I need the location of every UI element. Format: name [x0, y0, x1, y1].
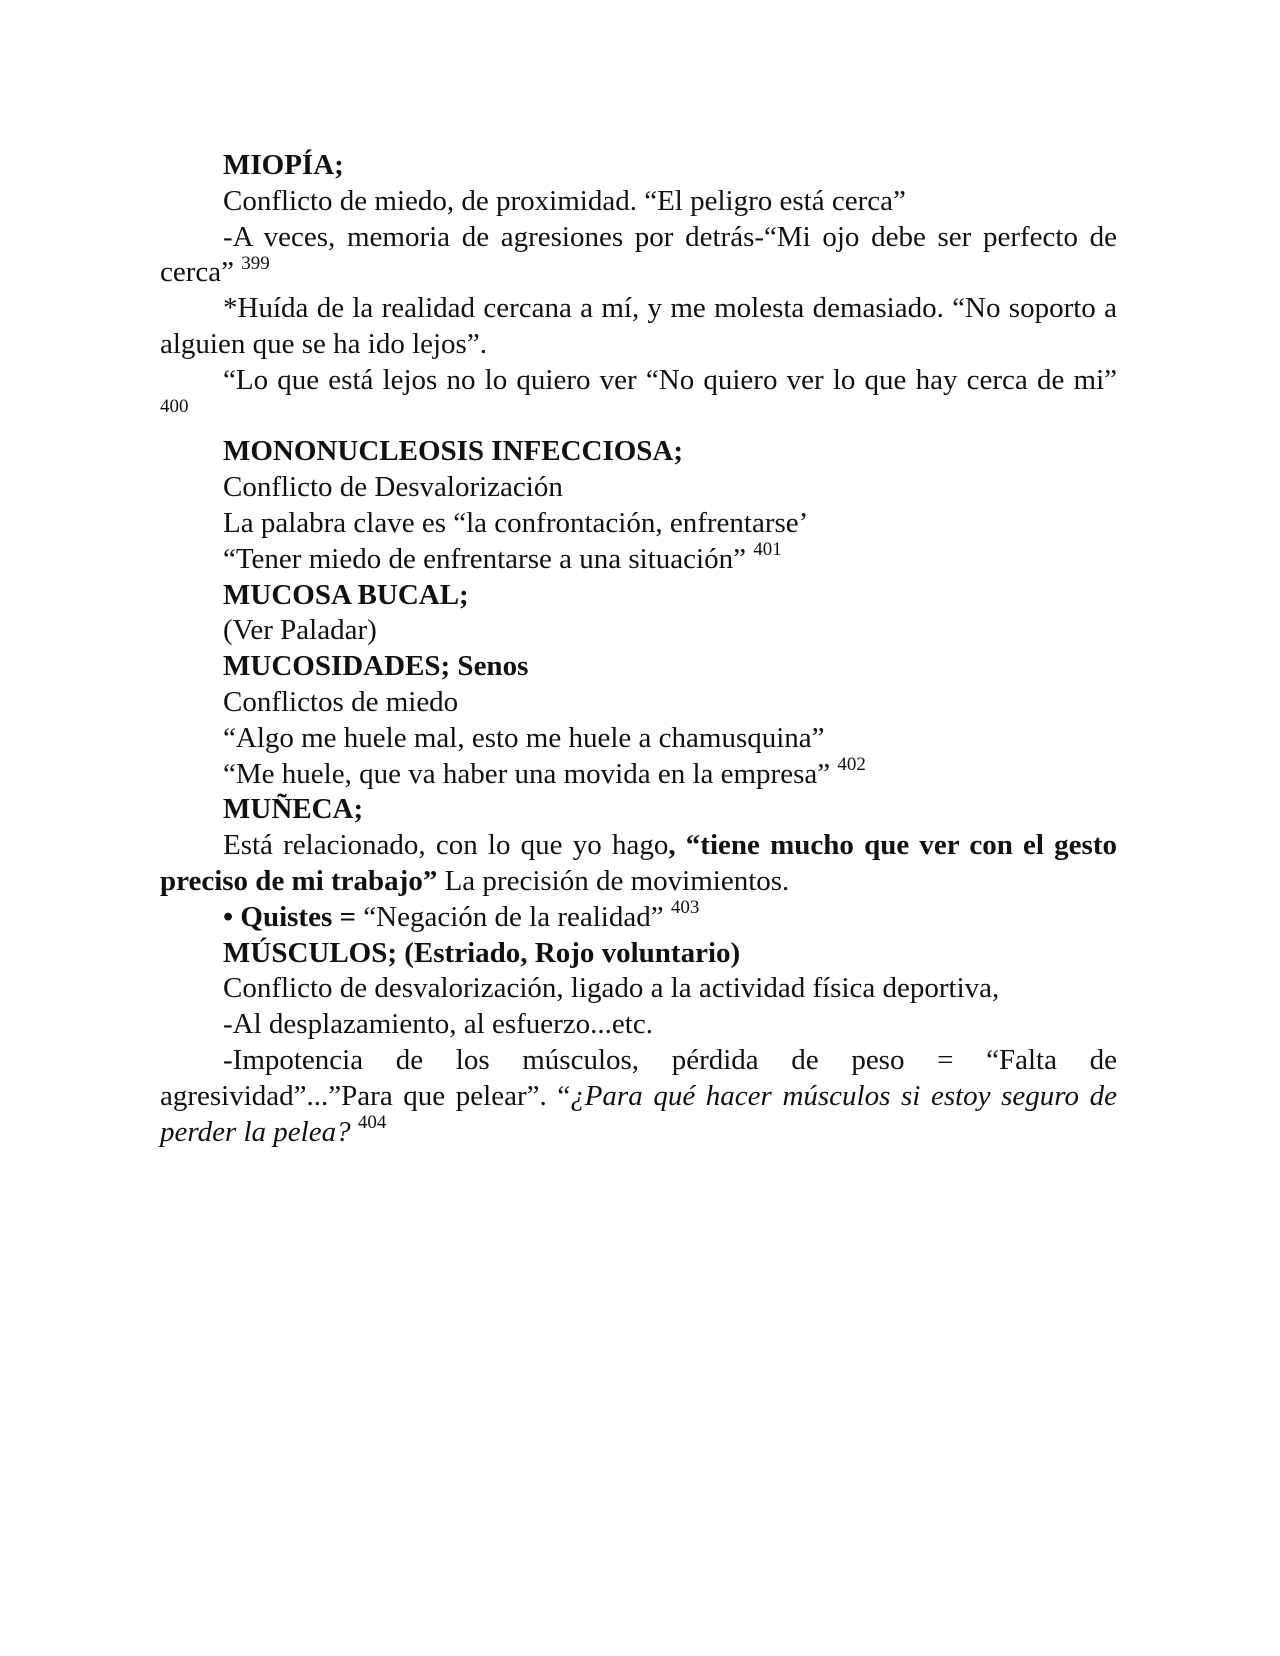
miopia-line-3: *Huída de la realidad cercana a mí, y me molesta demasiado. “No soporto a alguien que se ha ido lejos”. [160, 292, 1117, 360]
footnote-ref-399: 399 [241, 252, 270, 274]
musculos-line-3-italic: ¿Para qué hacer músculos si estoy seguro de perder la pelea? [160, 1079, 1117, 1148]
heading-mucosidades: MUCOSIDADES; Senos [223, 650, 529, 683]
quistes-bullet [160, 897, 1117, 936]
quistes-text: “Negación de la realidad” [356, 900, 664, 933]
musculos-line-1: Conflicto de desvalorización, ligado a la actividad física deportiva, [223, 972, 1000, 1005]
mucosidades-line-1: Conflictos de miedo [223, 685, 459, 718]
mucosidades-line-2: “Algo me huele mal, esto me huele a chamusquina” [223, 721, 825, 754]
mucosidades-line-3-text: “Me huele, que va haber una movida en la empresa” [223, 757, 831, 790]
muneca-text-bold: , “tiene mucho que ver con el gesto preciso de mi trabajo” [160, 829, 1117, 897]
miopia-line-4 [160, 363, 1117, 435]
document-page [160, 148, 1117, 1150]
muneca-text-a: Está relacionado, con lo que yo hago [223, 829, 669, 862]
musculos-line-3-text: -Impotencia de los músculos, pérdida de peso = “Falta de agresividad”...”Para que pelear”. “ [160, 1043, 1117, 1112]
miopia-line-1: Conflicto de miedo, de proximidad. “El peligro está cerca” [223, 184, 906, 217]
footnote-ref-403: 403 [670, 897, 700, 919]
footnote-ref-404: 404 [357, 1111, 387, 1133]
musculos-line-2: -Al desplazamiento, al esfuerzo...etc. [223, 1008, 653, 1041]
mononucleosis-line-3 [160, 539, 1117, 578]
miopia-line-4-text: “Lo que está lejos no lo quiero ver “No quiero ver lo que hay cerca de mi” [223, 363, 1117, 396]
heading-muneca: MUÑECA; [223, 793, 364, 826]
heading-mucosa-bucal: MUCOSA BUCAL; [223, 578, 469, 611]
footnote-ref-400: 400 [160, 395, 189, 417]
muneca-text-b: La precisión de movimientos. [437, 864, 790, 897]
mononucleosis-line-2: La palabra clave es “la confrontación, enfrentarse’ [223, 506, 809, 539]
footnote-ref-401: 401 [753, 539, 782, 561]
heading-miopia: MIOPÍA; [223, 149, 344, 181]
miopia-line-2-text: -A veces, memoria de agresiones por detrás-“Mi ojo debe ser perfecto de cerca” [160, 220, 1117, 289]
miopia-line-2 [160, 220, 1117, 292]
heading-mononucleosis: MONONUCLEOSIS INFECCIOSA; [223, 435, 684, 468]
mononucleosis-line-3-text: “Tener miedo de enfrentarse a una situación” [223, 542, 746, 575]
footnote-ref-402: 402 [837, 753, 866, 775]
musculos-line-3 [160, 1043, 1117, 1150]
mucosidades-line-3 [160, 753, 1117, 793]
quistes-label: • Quistes = [223, 900, 357, 933]
mucosa-line-1: (Ver Paladar) [223, 614, 377, 647]
heading-musculos: MÚSCULOS; (Estriado, Rojo voluntario) [223, 936, 741, 969]
muneca-paragraph [160, 828, 1117, 900]
mononucleosis-line-1: Conflicto de Desvalorización [223, 471, 563, 504]
